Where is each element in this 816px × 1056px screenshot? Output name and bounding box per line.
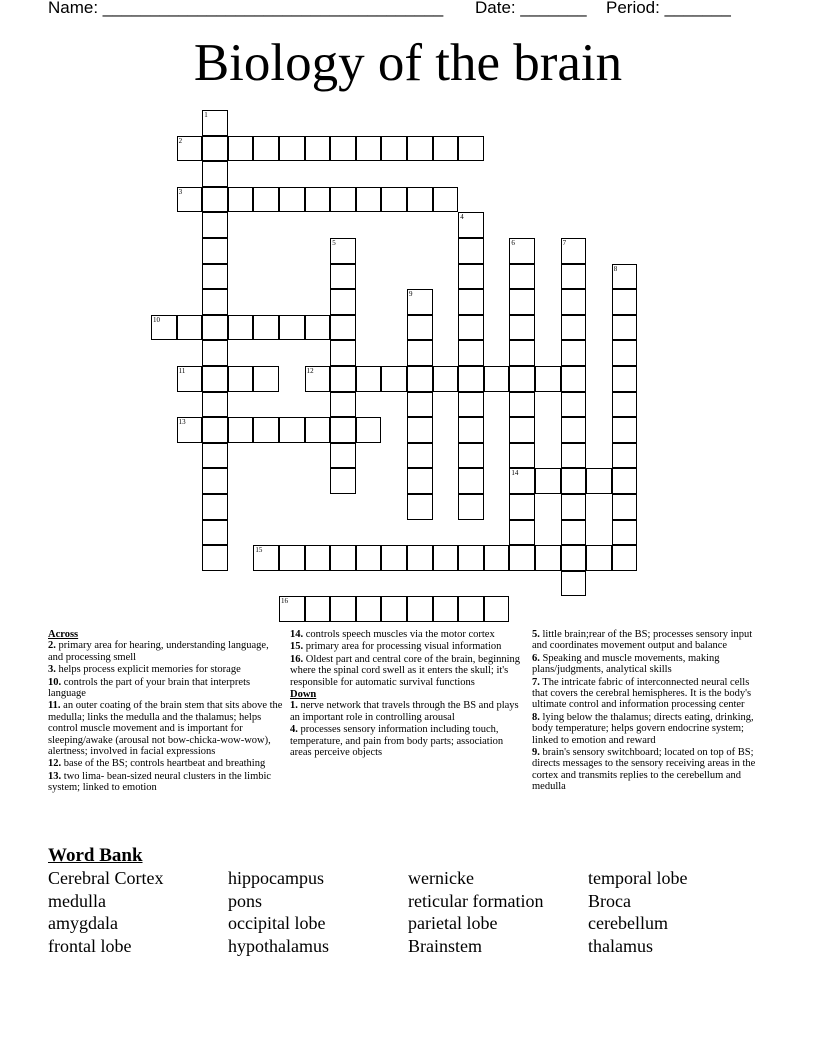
grid-cell[interactable] (228, 136, 254, 162)
grid-cell[interactable] (330, 417, 356, 443)
word-bank-item: hypothalamus (228, 936, 329, 957)
grid-cell[interactable] (356, 366, 382, 392)
grid-cell[interactable] (509, 366, 535, 392)
word-bank-item: occipital lobe (228, 913, 326, 934)
grid-cell[interactable] (330, 187, 356, 213)
grid-cell[interactable] (202, 264, 228, 290)
clue-number: 6 (511, 239, 515, 247)
word-bank-item: wernicke (408, 868, 474, 888)
grid-cell[interactable] (458, 545, 484, 571)
clue-number: 4 (460, 213, 464, 222)
clue-across-3: 3. helps process explicit memories for storage (48, 664, 241, 676)
grid-cell[interactable] (253, 366, 279, 392)
grid-cell[interactable] (509, 417, 535, 443)
grid-cell[interactable] (202, 545, 228, 571)
grid-cell[interactable] (202, 238, 228, 264)
grid-cell[interactable] (202, 443, 228, 469)
grid-cell[interactable] (407, 443, 433, 469)
grid-cell[interactable] (202, 366, 228, 392)
clue-across-10: 10. controls the part of your brain that interprets language (48, 676, 251, 700)
grid-cell[interactable] (458, 366, 484, 392)
grid-cell[interactable] (612, 315, 638, 341)
grid-cell[interactable] (561, 443, 587, 469)
grid-cell[interactable] (561, 468, 587, 494)
grid-cell[interactable] (612, 520, 638, 546)
grid-cell[interactable] (330, 289, 356, 315)
grid-cell[interactable] (202, 494, 228, 520)
clue-across-15: 15. primary area for processing visual information (290, 641, 502, 653)
grid-cell[interactable] (407, 417, 433, 443)
clue-down-4: 4. processes sensory information including touch, temperature, and pain from body parts; association areas perceive objects (290, 724, 504, 759)
grid-cell[interactable] (509, 289, 535, 315)
grid-cell[interactable] (509, 392, 535, 418)
grid-cell[interactable] (509, 494, 535, 520)
grid-cell[interactable] (279, 545, 305, 571)
clue-number: 16 (281, 597, 288, 606)
grid-cell[interactable] (586, 468, 612, 494)
clue-number: 7 (562, 239, 567, 247)
grid-cell[interactable] (561, 392, 587, 418)
clue-number: 14 (511, 469, 519, 478)
grid-cell[interactable] (356, 596, 382, 622)
date-line[interactable]: Date: _______ (475, 0, 587, 17)
grid-cell[interactable] (458, 340, 484, 366)
grid-cell[interactable] (561, 366, 587, 392)
clue-number: 12 (306, 367, 314, 375)
word-bank-item: hippocampus (228, 868, 324, 888)
grid-cell[interactable] (202, 161, 228, 187)
grid-cell[interactable] (305, 187, 331, 213)
grid-cell[interactable] (509, 520, 535, 546)
grid-cell[interactable] (484, 545, 510, 571)
grid-cell[interactable] (458, 264, 484, 290)
grid-cell[interactable] (407, 392, 433, 418)
word-bank-item: cerebellum (588, 913, 668, 934)
grid-cell[interactable] (433, 136, 459, 162)
grid-cell[interactable] (305, 136, 331, 162)
grid-cell[interactable] (330, 596, 356, 622)
grid-cell[interactable] (612, 392, 638, 418)
grid-cell[interactable] (381, 136, 407, 162)
grid-cell[interactable] (509, 545, 535, 571)
clue-number: 15 (255, 546, 263, 555)
grid-cell[interactable] (561, 545, 587, 571)
grid-cell[interactable] (458, 443, 484, 469)
grid-cell[interactable] (305, 545, 331, 571)
word-bank-item: medulla (48, 890, 106, 911)
grid-cell[interactable] (253, 417, 279, 443)
grid-cell[interactable] (330, 340, 356, 366)
grid-cell[interactable] (433, 545, 459, 571)
word-bank-title: Word Bank (48, 845, 143, 866)
grid-cell[interactable] (561, 520, 587, 546)
grid-cell[interactable] (484, 596, 510, 622)
grid-cell[interactable] (612, 417, 638, 443)
grid-cell[interactable] (561, 571, 587, 597)
word-bank-item: pons (228, 890, 263, 911)
clue-column-1 (48, 629, 284, 795)
grid-cell[interactable] (561, 289, 587, 315)
clue-down-1: 1. nerve network that travels through the BS and plays an important role in controlling arousal (290, 700, 519, 723)
grid-cell[interactable] (330, 545, 356, 571)
grid-cell[interactable] (381, 596, 407, 622)
clue-number: 2 (178, 136, 183, 145)
grid-cell[interactable] (612, 366, 638, 392)
grid-cell[interactable] (381, 545, 407, 571)
grid-cell[interactable] (202, 417, 228, 443)
grid-cell[interactable] (509, 443, 535, 469)
clue-column-3 (532, 629, 764, 794)
grid-cell[interactable] (330, 392, 356, 418)
clue-down-6: 6. Speaking and muscle movements, making plans/judgments, analytical skills (532, 652, 720, 676)
grid-cell[interactable] (433, 596, 459, 622)
grid-cell[interactable] (381, 187, 407, 213)
grid-cell[interactable] (330, 366, 356, 392)
grid-cell[interactable] (407, 468, 433, 494)
grid-cell[interactable] (433, 366, 459, 392)
grid-cell[interactable] (433, 187, 459, 213)
clue-down-9: 9. brain's sensory switchboard; located on top of BS; directs messages to the sensory receiving areas in the cortex and transmits replies to the cerebellum and medulla (532, 747, 756, 793)
grid-cell[interactable] (202, 468, 228, 494)
grid-cell[interactable] (202, 340, 228, 366)
grid-cell[interactable] (484, 366, 510, 392)
grid-cell[interactable] (228, 187, 254, 213)
grid-cell[interactable] (458, 596, 484, 622)
grid-cell[interactable] (202, 520, 228, 546)
grid-cell[interactable] (612, 545, 638, 571)
clue-across-14: 14. controls speech muscles via the motor cortex (290, 629, 495, 640)
grid-cell[interactable] (202, 289, 228, 315)
grid-cell[interactable] (356, 187, 382, 213)
word-bank-item: Brainstem (408, 936, 482, 957)
grid-cell[interactable] (458, 289, 484, 315)
grid-cell[interactable] (458, 468, 484, 494)
clue-down-7: 7. The intricate fabric of interconnected neural cells that covers the cerebral hemispheres. It is the body's ultimate control and information processing center (532, 676, 752, 711)
grid-cell[interactable] (279, 417, 305, 443)
grid-cell[interactable] (458, 136, 484, 162)
clue-down-5: 5. little brain;rear of the BS; processes sensory input and coordinates movement output and balance (532, 629, 753, 652)
grid-cell[interactable] (407, 136, 433, 162)
grid-cell[interactable] (305, 417, 331, 443)
grid-cell[interactable] (535, 366, 561, 392)
word-bank-item: reticular formation (408, 890, 544, 911)
grid-cell[interactable] (228, 315, 254, 341)
grid-cell[interactable] (330, 468, 356, 494)
clue-number: 10 (153, 315, 160, 324)
grid-cell[interactable] (279, 315, 305, 341)
grid-cell[interactable] (535, 545, 561, 571)
grid-cell[interactable] (458, 392, 484, 418)
grid-cell[interactable] (202, 315, 228, 341)
grid-cell[interactable] (458, 417, 484, 443)
word-bank-item: Cerebral Cortex (48, 868, 164, 888)
grid-cell[interactable] (330, 315, 356, 341)
grid-cell[interactable] (509, 340, 535, 366)
grid-cell[interactable] (407, 545, 433, 571)
clue-number: 5 (332, 239, 336, 247)
word-bank-item: temporal lobe (588, 868, 688, 888)
clue-number: 9 (409, 290, 413, 299)
grid-cell[interactable] (458, 494, 484, 520)
grid-cell[interactable] (407, 494, 433, 520)
clue-across-16: 16. Oldest part and central core of the brain, beginning where the spinal cord swell as it enters the skull; it's responsible for automatic survival functions (290, 653, 521, 688)
word-bank-item: frontal lobe (48, 936, 132, 957)
grid-cell[interactable] (407, 366, 433, 392)
grid-cell[interactable] (330, 264, 356, 290)
clue-down-8: 8. lying below the thalamus; directs eating, drinking, body temperature; helps govern endocrine system; linked to emotion and reward (532, 711, 754, 746)
grid-cell[interactable] (407, 596, 433, 622)
grid-cell[interactable] (202, 187, 228, 213)
grid-cell[interactable] (612, 289, 638, 315)
grid-cell[interactable] (253, 187, 279, 213)
grid-cell[interactable] (458, 315, 484, 341)
down-heading: Down (290, 689, 317, 701)
grid-cell[interactable] (279, 187, 305, 213)
clue-number: 1 (204, 111, 208, 119)
word-bank-item: thalamus (588, 936, 653, 957)
grid-cell[interactable] (279, 136, 305, 162)
grid-cell[interactable] (535, 468, 561, 494)
clue-across-2: 2. primary area for hearing, understanding language, and processing smell (48, 640, 269, 663)
grid-cell[interactable] (561, 315, 587, 341)
grid-cell[interactable] (228, 366, 254, 392)
grid-cell[interactable] (612, 468, 638, 494)
grid-cell[interactable] (330, 443, 356, 469)
grid-cell[interactable] (561, 340, 587, 366)
clue-number: 3 (178, 187, 183, 196)
word-bank-item: parietal lobe (408, 913, 498, 934)
grid-cell[interactable] (228, 417, 254, 443)
grid-cell[interactable] (305, 315, 331, 341)
grid-cell[interactable] (586, 545, 612, 571)
clue-number: 8 (613, 264, 618, 273)
clue-across-12: 12. base of the BS; controls heartbeat and breathing (48, 758, 266, 770)
grid-cell[interactable] (305, 596, 331, 622)
across-heading: Across (48, 629, 79, 640)
clue-across-13: 13. two lima- bean-sized neural clusters in the limbic system; linked to emotion (48, 770, 272, 794)
name-line[interactable]: Name: ____________________________________ (48, 0, 444, 17)
grid-cell[interactable] (407, 340, 433, 366)
clue-number: 13 (178, 418, 186, 427)
word-bank-item: amygdala (48, 913, 118, 934)
grid-cell[interactable] (253, 315, 279, 341)
page-title: Biology of the brain (193, 34, 623, 92)
clue-number: 11 (178, 367, 186, 375)
clue-across-11: 11. an outer coating of the brain stem that sits above the medulla; links the medulla and the thalamus; helps control muscle movement and is important for sleeping/awake (arousal not bow-chicka-wow-wow), alertness; involved in facial expressions (48, 700, 283, 758)
grid-cell[interactable] (330, 136, 356, 162)
period-line[interactable]: Period: _______ (606, 0, 731, 17)
grid-cell[interactable] (612, 494, 638, 520)
grid-cell[interactable] (509, 315, 535, 341)
word-bank-item: Broca (588, 890, 631, 911)
grid-cell[interactable] (356, 136, 382, 162)
grid-cell[interactable] (561, 417, 587, 443)
grid-cell[interactable] (177, 315, 203, 341)
grid-cell[interactable] (561, 264, 587, 290)
grid-cell[interactable] (202, 136, 228, 162)
grid-cell[interactable] (612, 443, 638, 469)
grid-cell[interactable] (612, 340, 638, 366)
grid-cell[interactable] (356, 545, 382, 571)
grid-cell[interactable] (407, 315, 433, 341)
grid-cell[interactable] (561, 494, 587, 520)
grid-cell[interactable] (458, 238, 484, 264)
grid-cell[interactable] (381, 366, 407, 392)
clue-column-2 (290, 629, 525, 759)
grid-cell[interactable] (356, 417, 382, 443)
grid-cell[interactable] (202, 392, 228, 418)
grid-cell[interactable] (509, 264, 535, 290)
grid-cell[interactable] (202, 212, 228, 238)
grid-cell[interactable] (407, 187, 433, 213)
grid-cell[interactable] (253, 136, 279, 162)
